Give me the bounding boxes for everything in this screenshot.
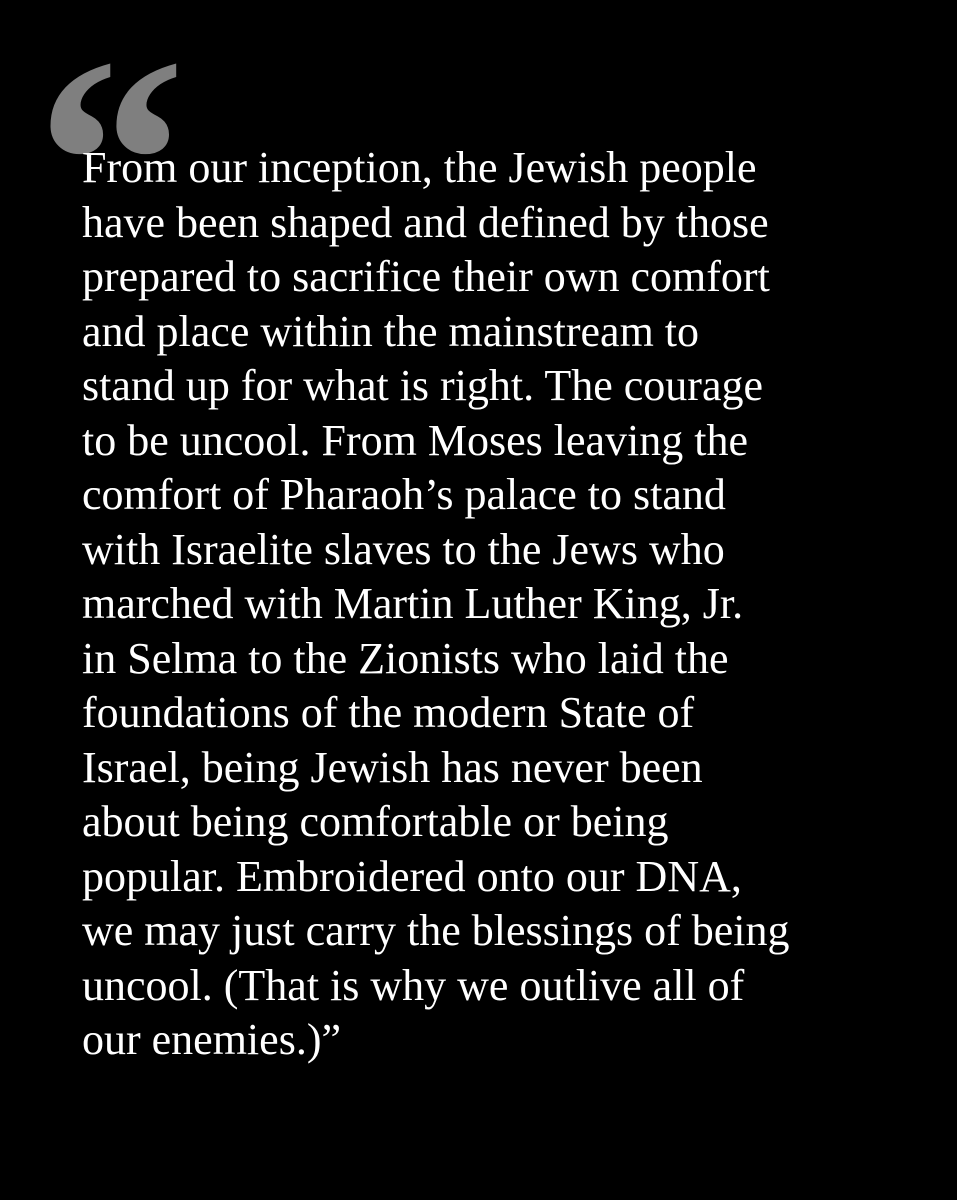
quote-line: From our inception, the Jewish people (82, 143, 757, 192)
quote-line: prepared to sacrifice their own comfort (82, 252, 770, 301)
quote-line: our enemies.)” (82, 1015, 341, 1064)
opening-quote-mark: “ (36, 0, 178, 328)
quote-line: with Israelite slaves to the Jews who (82, 524, 725, 574)
quote-line: and place within the mainstream to (82, 306, 700, 356)
quote-line: stand up for what is right. The courage (82, 361, 764, 410)
quote-line: in Selma to the Zionists who laid the (82, 633, 729, 683)
quote-line: have been shaped and defined by those (82, 197, 769, 247)
quote-line: uncool. (That is why we outlive all of (82, 960, 745, 1010)
quote-line: marched with Martin Luther King, Jr. (82, 579, 744, 628)
quote-text (82, 141, 942, 1068)
quote-line: foundations of the modern State of (82, 688, 695, 737)
quote-line: we may just carry the blessings of being (82, 906, 790, 955)
quote-line: popular. Embroidered onto our DNA, (82, 851, 742, 901)
quote-line: comfort of Pharaoh’s palace to stand (82, 470, 726, 519)
quote-line: to be uncool. From Moses leaving the (82, 415, 749, 465)
quote-line: about being comfortable or being (82, 797, 669, 846)
quote-line: Israel, being Jewish has never been (82, 742, 703, 792)
